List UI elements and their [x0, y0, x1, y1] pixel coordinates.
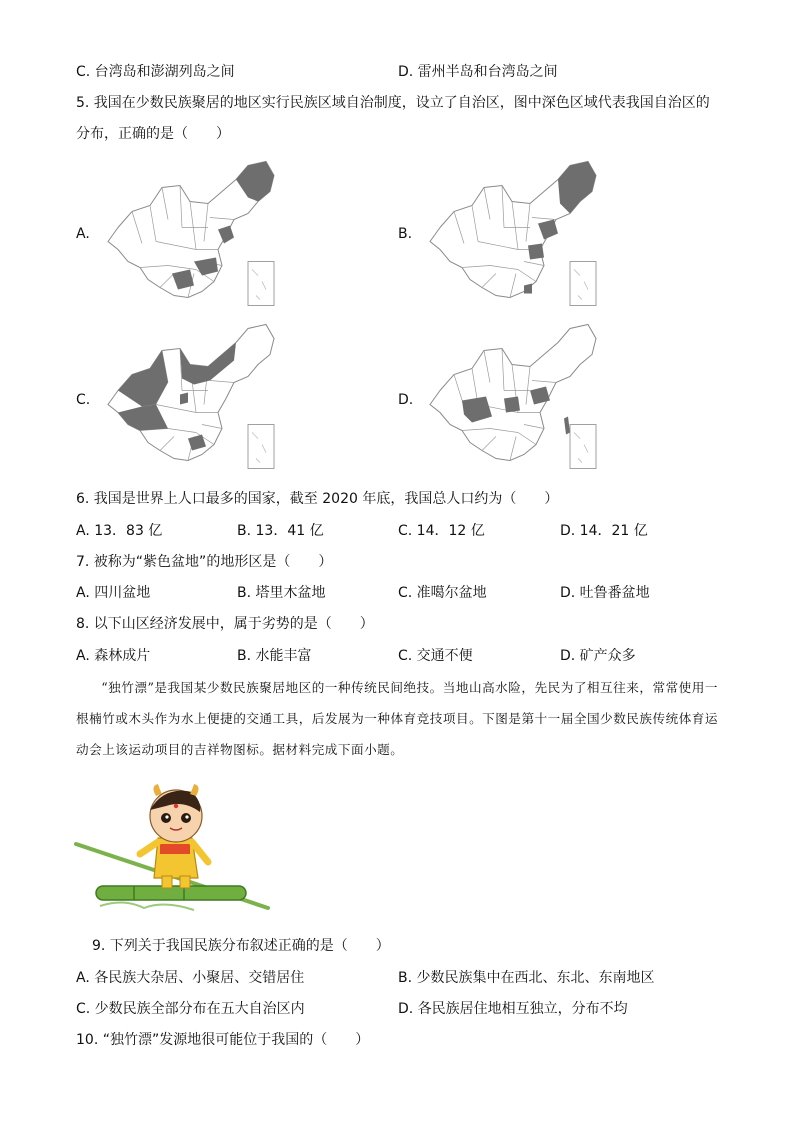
q6-option-a[interactable]: A. 13．83 亿: [76, 523, 163, 539]
map-d[interactable]: [420, 318, 610, 483]
map-d-region-shaanxi: [504, 397, 520, 413]
map-c-region-ningxia: [180, 393, 188, 405]
water-splash: [100, 902, 194, 910]
q9-option-d[interactable]: D. 各民族居住地相互独立，分布不均: [398, 1001, 628, 1017]
q6-option-c[interactable]: C. 14．12 亿: [398, 523, 485, 539]
q8-stem: 8. 以下山区经济发展中，属于劣势的是（ ）: [76, 616, 374, 632]
q9-option-b[interactable]: B. 少数民族集中在西北、东北、东南地区: [398, 970, 655, 986]
q7-option-a[interactable]: A. 四川盆地: [76, 585, 151, 601]
q4-option-c: C. 台湾岛和澎湖列岛之间: [76, 64, 235, 80]
q8-option-b[interactable]: B. 水能丰富: [237, 648, 312, 664]
q4-option-d: D. 雷州半岛和台湾岛之间: [398, 64, 558, 80]
q7-option-d[interactable]: D. 吐鲁番盆地: [560, 585, 650, 601]
mascot-illustration: [74, 782, 270, 922]
map-c-label[interactable]: C.: [76, 392, 91, 408]
q7-stem: 7. 被称为“紫色盆地”的地形区是（ ）: [76, 554, 333, 570]
map-c[interactable]: [98, 318, 288, 483]
map-a[interactable]: [98, 155, 288, 320]
map-d-region-taiwan: [564, 417, 570, 435]
reading-passage: “独竹漂”是我国某少数民族聚居地区的一种传统民间绝技。当地山高水险，先民为了相互往来，常常使用一根楠竹或木头作为水上便捷的交通工具，后发展为一种体育竞技项目。下图是第十一届全国少数民族传统体育运动会上该运动项目的吉祥物图标。据材料完成下面小题。: [76, 680, 718, 757]
q6-stem: 6. 我国是世界上人口最多的国家，截至 2020 年底，我国总人口约为（ ）: [76, 491, 559, 507]
map-b-label[interactable]: B.: [398, 226, 413, 242]
map-d-label[interactable]: D.: [398, 392, 414, 408]
q8-option-c[interactable]: C. 交通不便: [398, 648, 473, 664]
q6-option-d[interactable]: D. 14．21 亿: [560, 523, 648, 539]
q5-stem-line2: 分布，正确的是（ ）: [76, 126, 230, 142]
q9-stem: 9. 下列关于我国民族分布叙述正确的是（ ）: [92, 938, 390, 954]
q9-option-a[interactable]: A. 各民族大杂居、小聚居、交错居住: [76, 970, 305, 986]
map-b-region-central: [528, 244, 544, 260]
q5-stem-line1: 5. 我国在少数民族聚居的地区实行民族区域自治制度，设立了自治区，图中深色区域代表我国自治区的: [76, 95, 710, 111]
q7-option-b[interactable]: B. 塔里木盆地: [237, 585, 326, 601]
q8-option-a[interactable]: A. 森林成片: [76, 648, 151, 664]
q8-option-d[interactable]: D. 矿产众多: [560, 648, 636, 664]
q10-stem: 10. “独竹漂”发源地很可能位于我国的（ ）: [76, 1032, 370, 1048]
q6-option-b[interactable]: B. 13．41 亿: [237, 523, 324, 539]
map-a-label[interactable]: A.: [76, 226, 90, 242]
map-b[interactable]: [420, 155, 610, 320]
q7-option-c[interactable]: C. 准噶尔盆地: [398, 585, 487, 601]
q9-option-c[interactable]: C. 少数民族全部分布在五大自治区内: [76, 1001, 305, 1017]
